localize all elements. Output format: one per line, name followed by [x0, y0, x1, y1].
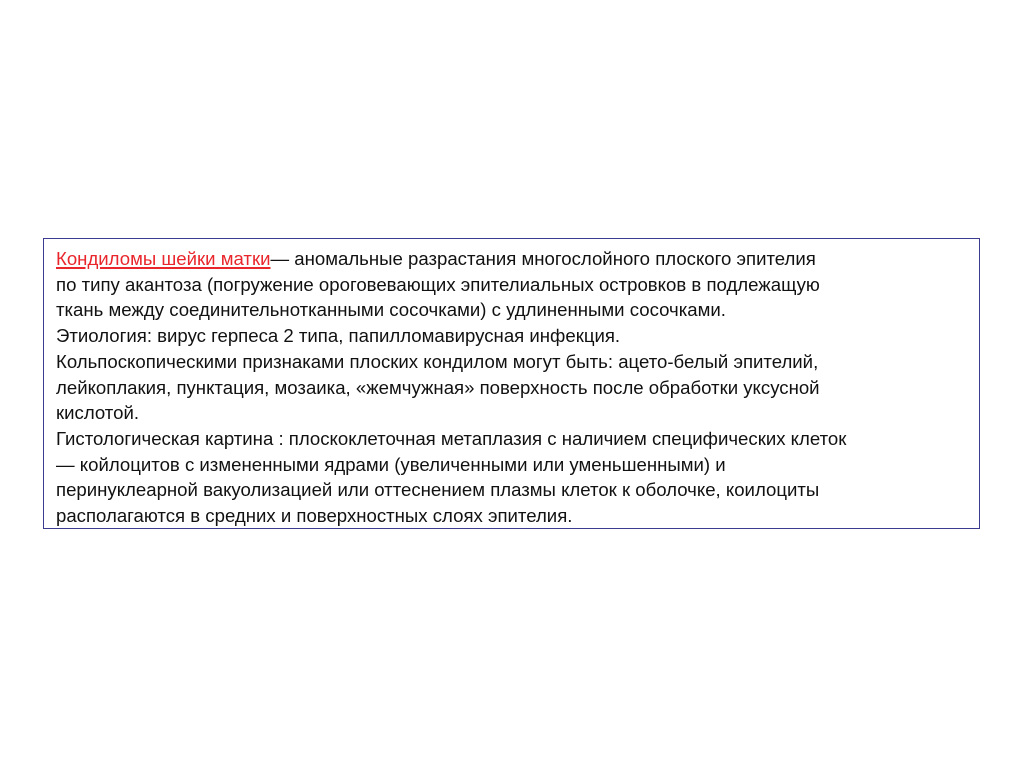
colposcopy-paragraph	[56, 349, 967, 426]
definition-line-text: — аномальные разрастания многослойного плоского эпителия	[270, 248, 816, 269]
definition-paragraph	[56, 246, 967, 323]
content-box	[43, 238, 980, 529]
colposcopy-line: кислотой.	[56, 402, 140, 424]
etiology-line: Этиология: вирус герпеса 2 типа, папилломавирусная инфекция.	[56, 325, 621, 347]
definition-line	[56, 246, 967, 272]
definition-line: по типу акантоза (погружение ороговевающих эпителиальных островков в подлежащую	[56, 273, 820, 295]
term-heading: Кондиломы шейки матки	[56, 248, 271, 269]
histology-line: располагаются в средних и поверхностных слоях эпителия.	[56, 505, 573, 527]
histology-line: — койлоцитов с измененными ядрами (увеличенными или уменьшенными) и	[56, 453, 726, 475]
histology-paragraph	[56, 426, 967, 529]
definition-line: ткань между соединительнотканными сосочками) с удлиненными сосочками.	[56, 299, 726, 321]
histology-line: Гистологическая картина : плоскоклеточная метаплазия с наличием специфических клеток	[56, 427, 847, 449]
etiology-paragraph	[56, 323, 967, 349]
histology-line: перинуклеарной вакуолизацией или оттеснением плазмы клеток к оболочке, коилоциты	[56, 479, 820, 501]
colposcopy-line: Кольпоскопическими признаками плоских кондилом могут быть: ацето-белый эпителий,	[56, 350, 819, 372]
colposcopy-line: лейкоплакия, пунктация, мозаика, «жемчужная» поверхность после обработки уксусной	[56, 376, 820, 398]
